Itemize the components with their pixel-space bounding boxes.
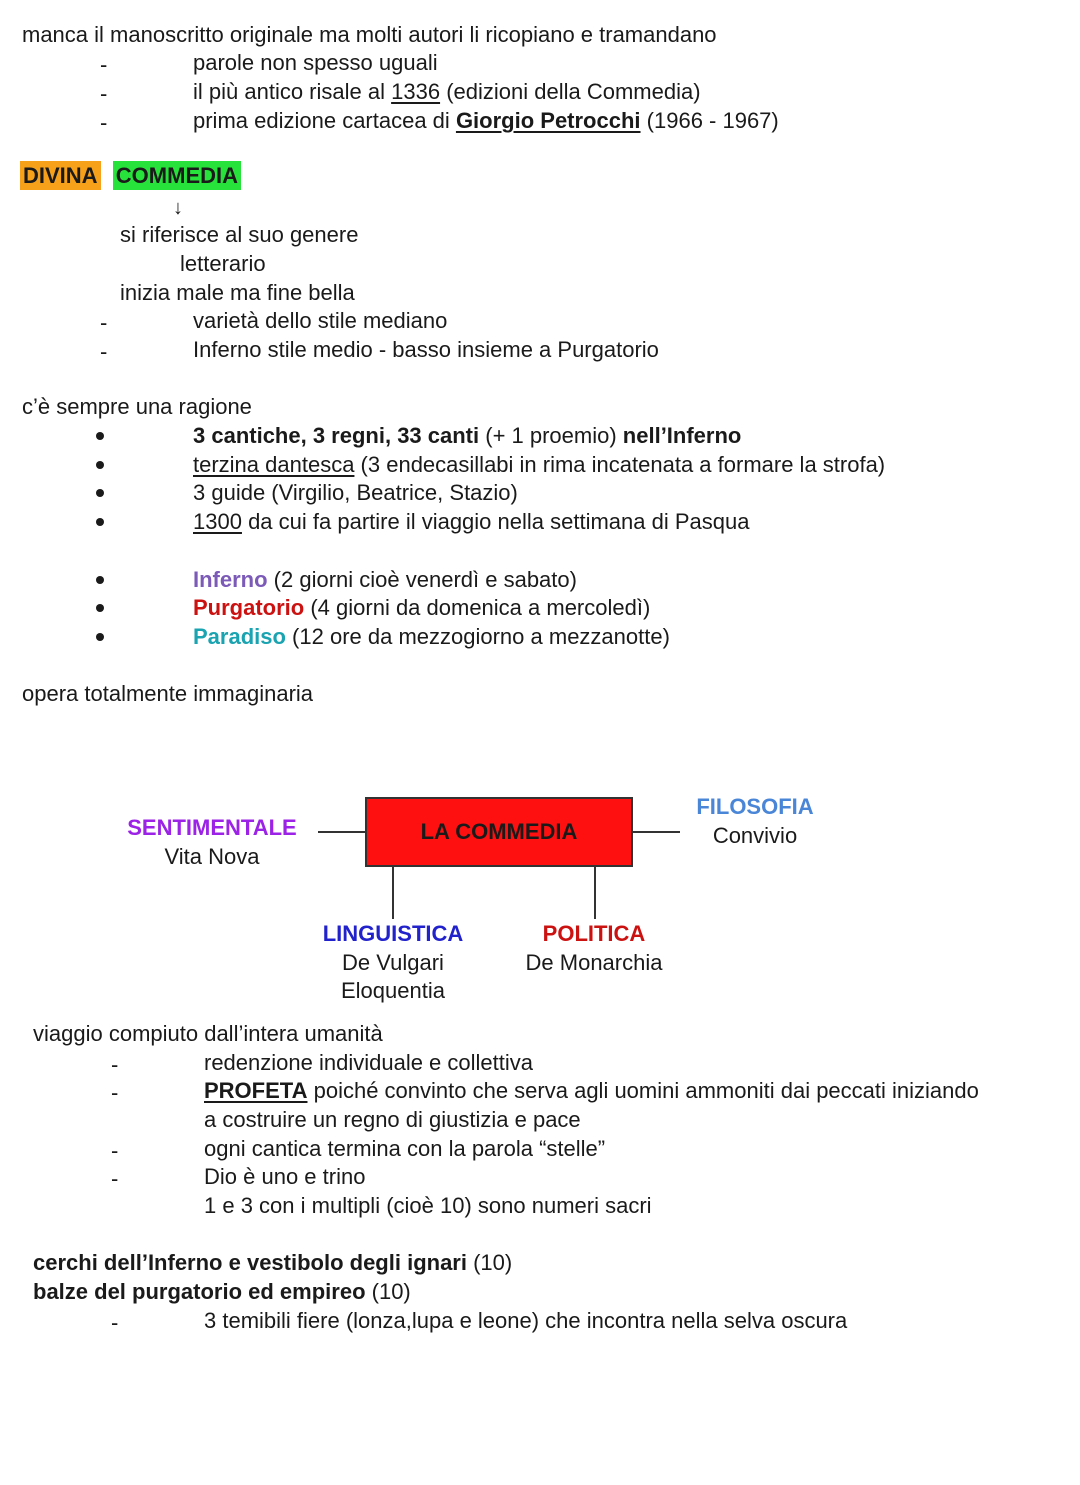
bullet-text: prima edizione cartacea di Giorgio Petrocchi (1966 - 1967) bbox=[193, 108, 779, 133]
node-subtitle: De Monarchia bbox=[525, 949, 663, 975]
bullet-cantiche: 3 cantiche, 3 regni, 33 canti (+ 1 proemio) nell’Inferno bbox=[193, 423, 742, 448]
bullet-purgatorio: Purgatorio (4 giorni da domenica a mercoledì) bbox=[193, 595, 651, 620]
bullet-terzina: terzina dantesca (3 endecasillabi in rima incatenata a formare la strofa) bbox=[193, 452, 886, 477]
dash-marker: - bbox=[100, 310, 108, 335]
dash-marker: - bbox=[100, 52, 108, 77]
genre-line: si riferisce al suo genere bbox=[120, 222, 359, 247]
bullet-dot bbox=[96, 432, 104, 440]
bullet-guide: 3 guide (Virgilio, Beatrice, Stazio) bbox=[193, 480, 518, 505]
connector-left bbox=[318, 831, 365, 833]
node-subtitle: Convivio bbox=[712, 822, 798, 848]
bullet-dot bbox=[96, 518, 104, 526]
ending-line: inizia male ma fine bella bbox=[120, 280, 355, 305]
connector-bottom-left bbox=[392, 867, 394, 919]
bullet-dot bbox=[96, 489, 104, 497]
bullet-dot bbox=[96, 633, 104, 641]
node-sentimentale bbox=[112, 814, 312, 871]
node-title: POLITICA bbox=[542, 921, 646, 946]
dash-marker: - bbox=[111, 1310, 119, 1335]
title-divina: DIVINA bbox=[20, 161, 101, 190]
dash-marker: - bbox=[100, 110, 108, 135]
node-title: FILOSOFIA bbox=[696, 794, 814, 819]
node-subtitle: De Vulgari bbox=[342, 949, 444, 975]
bullet-1300: 1300 da cui fa partire il viaggio nella settimana di Pasqua bbox=[193, 509, 750, 534]
connector-bottom-right bbox=[594, 867, 596, 919]
node-title: LINGUISTICA bbox=[322, 921, 464, 946]
journey-line: redenzione individuale e collettiva bbox=[204, 1050, 533, 1075]
dash-marker: - bbox=[111, 1138, 119, 1163]
node-linguistica bbox=[293, 920, 493, 1006]
la-commedia-box: LA COMMEDIA bbox=[365, 797, 633, 867]
reason-intro: c’è sempre una ragione bbox=[22, 394, 252, 419]
bullet-text: parole non spesso uguali bbox=[193, 50, 438, 75]
node-subtitle: Eloquentia bbox=[341, 978, 445, 1004]
dash-marker: - bbox=[111, 1080, 119, 1105]
arrow-down-icon: ↓ bbox=[173, 197, 183, 219]
journey-profeta: PROFETA poiché convinto che serva agli uomini ammoniti dai peccati iniziando bbox=[204, 1078, 979, 1103]
dash-marker: - bbox=[100, 81, 108, 106]
fiere-line: 3 temibili fiere (lonza,lupa e leone) che incontra nella selva oscura bbox=[204, 1308, 848, 1333]
journey-line: Dio è uno e trino bbox=[204, 1164, 366, 1189]
style-line: varietà dello stile mediano bbox=[193, 308, 448, 333]
bullet-dot bbox=[96, 461, 104, 469]
imaginary-work: opera totalmente immaginaria bbox=[22, 681, 314, 706]
node-filosofia bbox=[675, 793, 835, 850]
dash-marker: - bbox=[111, 1166, 119, 1191]
genre-line-2: letterario bbox=[180, 251, 266, 276]
dash-marker: - bbox=[111, 1052, 119, 1077]
author-petrocchi: Giorgio Petrocchi bbox=[455, 108, 641, 133]
bullet-text: il più antico risale al 1336 (edizioni della Commedia) bbox=[193, 79, 701, 104]
intro-line: manca il manoscritto originale ma molti autori li ricopiano e tramandano bbox=[22, 22, 717, 47]
year-1336: 1336 bbox=[391, 79, 441, 104]
bullet-inferno: Inferno (2 giorni cioè venerdì e sabato) bbox=[193, 567, 577, 592]
title-commedia: COMMEDIA bbox=[113, 161, 241, 190]
journey-line: 1 e 3 con i multipli (cioè 10) sono numeri sacri bbox=[204, 1193, 652, 1218]
node-politica bbox=[494, 920, 694, 977]
title-divina-commedia bbox=[20, 165, 241, 187]
node-subtitle: Vita Nova bbox=[164, 843, 260, 869]
bullet-paradiso: Paradiso (12 ore da mezzogiorno a mezzanotte) bbox=[193, 624, 670, 649]
journey-line: ogni cantica termina con la parola “stelle” bbox=[204, 1136, 606, 1161]
dash-marker: - bbox=[100, 339, 108, 364]
circles-line: cerchi dell’Inferno e vestibolo degli ignari (10) bbox=[33, 1250, 513, 1275]
journey-profeta-cont: a costruire un regno di giustizia e pace bbox=[204, 1107, 581, 1132]
node-title: SENTIMENTALE bbox=[127, 815, 297, 840]
bullet-dot bbox=[96, 576, 104, 584]
journey-intro: viaggio compiuto dall’intera umanità bbox=[33, 1021, 383, 1046]
style-line: Inferno stile medio - basso insieme a Purgatorio bbox=[193, 337, 659, 362]
balze-line: balze del purgatorio ed empireo (10) bbox=[33, 1279, 411, 1304]
connector-right bbox=[633, 831, 680, 833]
bullet-dot bbox=[96, 604, 104, 612]
